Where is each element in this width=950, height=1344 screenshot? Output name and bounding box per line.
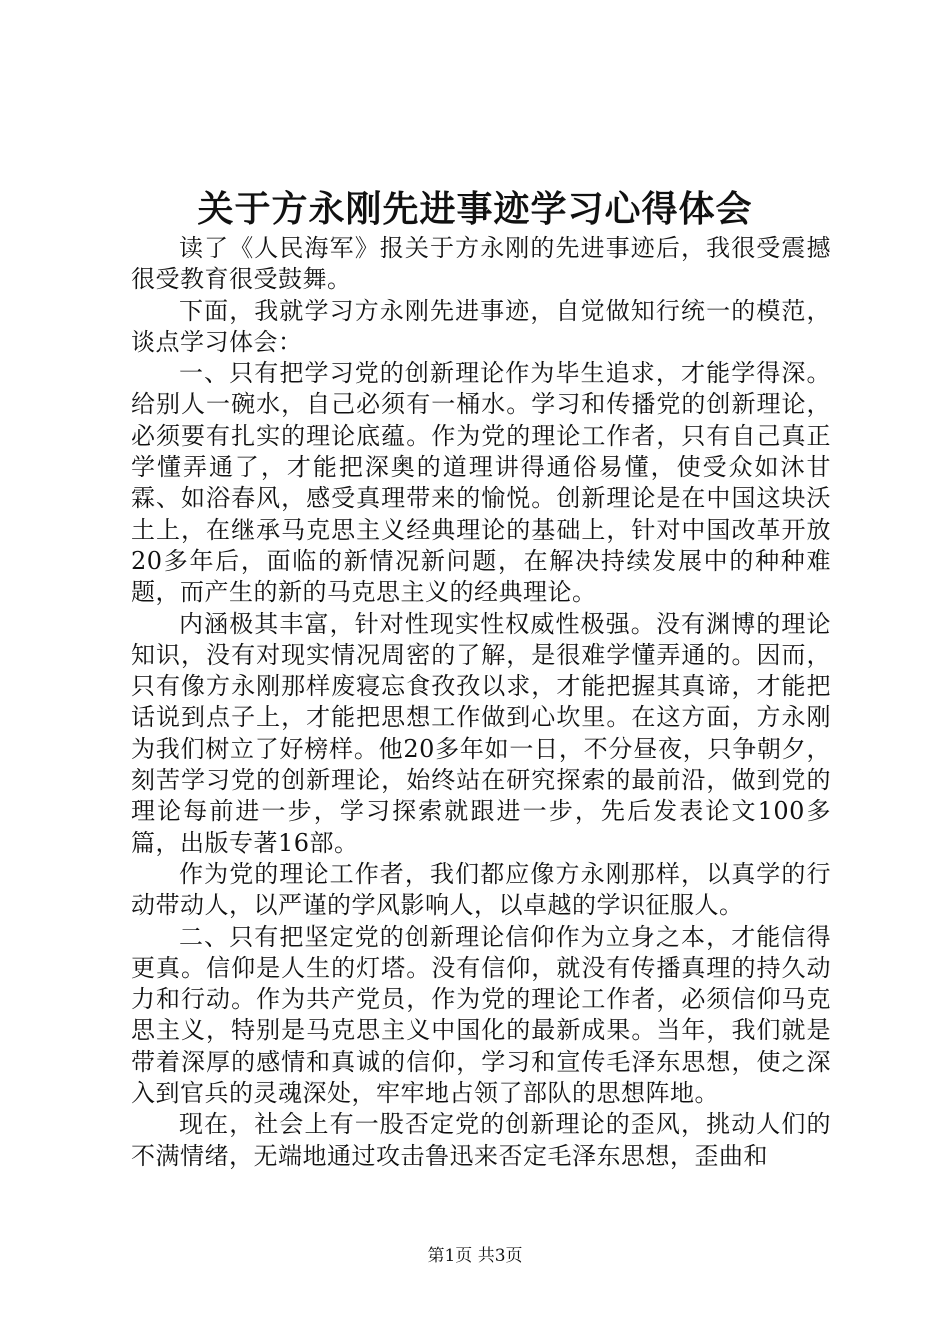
document-body: [131, 233, 831, 1172]
page-number: 第1页 共3页: [427, 1246, 523, 1266]
paragraph: 读了《人民海军》报关于方永刚的先进事迹后，我很受震撼很受教育很受鼓舞。: [131, 234, 831, 294]
paragraph: 作为党的理论工作者，我们都应像方永刚那样，以真学的行动带动人，以严谨的学风影响人，以卓越的学识征服人。: [131, 859, 831, 920]
paragraph: 下面，我就学习方永刚先进事迹，自觉做知行统一的模范，谈点学习体会：: [131, 296, 831, 356]
page-footer: [0, 1244, 950, 1268]
paragraph: 一、只有把学习党的创新理论作为毕生追求，才能学得深。给别人一碗水，自己必须有一桶水。学习和传播党的创新理论，必须要有扎实的理论底蕴。作为党的理论工作者，只有自己真正学懂弄通了，才能把深奥的道理讲得通俗易懂，使受众如沐甘霖、如浴春风，感受真理带来的愉悦。创新理论是在中国这块沃土上，在继承马克思主义经典理论的基础上，针对中国改革开放20多年后，面临的新情况新问题，在解决持续发展中的种种难题，而产生的新的马克思主义的经典理论。: [131, 359, 831, 607]
paragraph: 现在，社会上有一股否定党的创新理论的歪风，挑动人们的不满情绪，无端地通过攻击鲁迅来否定毛泽东思想，歪曲和: [131, 1110, 831, 1170]
document-title: 关于方永刚先进事迹学习心得体会: [197, 188, 753, 230]
paragraph: 二、只有把坚定党的创新理论信仰作为立身之本，才能信得更真。信仰是人生的灯塔。没有信仰，就没有传播真理的持久动力和行动。作为共产党员，作为党的理论工作者，必须信仰马克思主义，特别是马克思主义中国化的最新成果。当年，我们就是带着深厚的感情和真诚的信仰，学习和宣传毛泽东思想，使之深入到官兵的灵魂深处，牢牢地占领了部队的思想阵地。: [131, 922, 831, 1108]
paragraph: 内涵极其丰富，针对性现实性权威性极强。没有渊博的理论知识，没有对现实情况周密的了解，是很难学懂弄通的。因而，只有像方永刚那样废寝忘食孜孜以求，才能把握其真谛，才能把话说到点子上，才能把思想工作做到心坎里。在这方面，方永刚为我们树立了好榜样。他20多年如一日，不分昼夜，只争朝夕，刻苦学习党的创新理论，始终站在研究探索的最前沿，做到党的理论每前进一步，学习探索就跟进一步，先后发表论文100多篇，出版专著16部。: [131, 609, 831, 857]
